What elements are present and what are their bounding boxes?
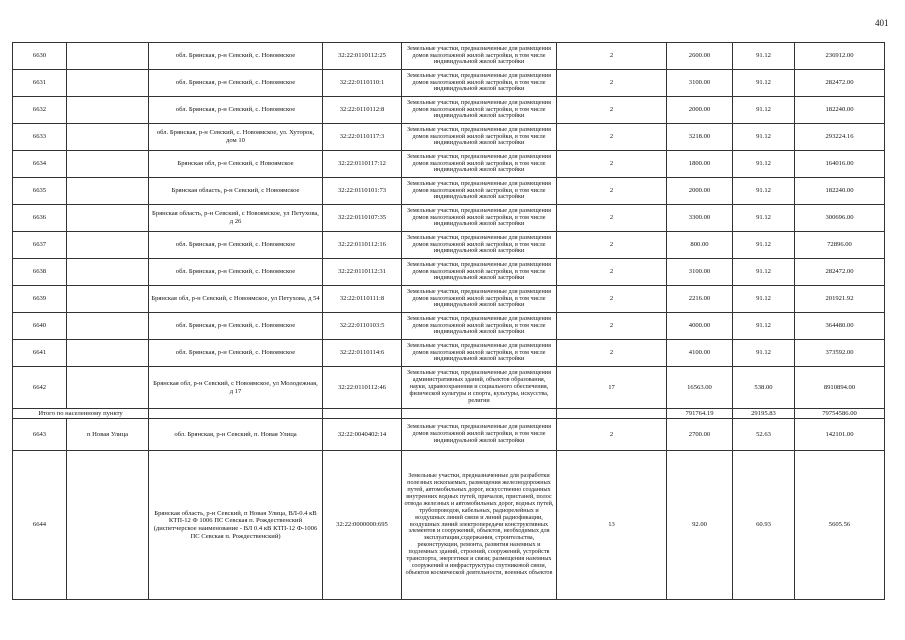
row-category: 13 — [557, 451, 667, 600]
row-rate: 91.12 — [733, 70, 795, 97]
row-land-use: Земельные участки, предназначенные для размещения домов малоэтажной жилой застройки, в том числе индивидуальной жилой застройки — [402, 340, 557, 367]
table-row — [13, 419, 885, 451]
row-address: Брянская область, р-н Севский, п Новая Улица, ВЛ-0.4 кВ КТП-12 Ф 1006 ПС Севская п. Рождественский (диспетчерское наименование - ВЛ 0.4 кВ КТП-12 Ф-1006 ПС Севская п. Рождественский) — [149, 451, 323, 600]
row-address: обл. Брянская, р-н Севский, с. Новоямское — [149, 97, 323, 124]
row-area: 4000.00 — [667, 313, 733, 340]
row-cadastral-number: 32:22:0110107:35 — [323, 205, 402, 232]
row-rate: 60.93 — [733, 451, 795, 600]
row-area: 2000.00 — [667, 97, 733, 124]
row-category: 2 — [557, 286, 667, 313]
row-address: обл. Брянская, р-н Севский, с. Новоямское — [149, 340, 323, 367]
row-address: обл. Брянская, р-н Севский, п. Новая Улица — [149, 419, 323, 451]
row-cadastral-number: 32:22:0110111:8 — [323, 286, 402, 313]
row-number: 6632 — [13, 97, 67, 124]
row-area: 1800.00 — [667, 151, 733, 178]
row-area: 16563.00 — [667, 367, 733, 409]
row-cadastral-number: 32:22:0110101:73 — [323, 178, 402, 205]
row-number: 6633 — [13, 124, 67, 151]
page-number: 401 — [875, 18, 889, 28]
table-row — [13, 259, 885, 286]
row-number: 6640 — [13, 313, 67, 340]
row-area: 3300.00 — [667, 205, 733, 232]
row-land-use: Земельные участки, предназначенные для размещения домов малоэтажной жилой застройки, в том числе индивидуальной жилой застройки — [402, 97, 557, 124]
row-cost: 8910894.00 — [795, 367, 885, 409]
row-area: 2000.00 — [667, 178, 733, 205]
row-gap — [67, 313, 149, 340]
row-area: 3100.00 — [667, 70, 733, 97]
row-rate: 91.12 — [733, 178, 795, 205]
table-row — [13, 340, 885, 367]
row-gap — [67, 97, 149, 124]
row-rate: 538.00 — [733, 367, 795, 409]
row-cadastral-number: 32:22:0000000:695 — [323, 451, 402, 600]
row-land-use: Земельные участки, предназначенные для размещения домов малоэтажной жилой застройки, в том числе индивидуальной жилой застройки — [402, 124, 557, 151]
locality-name: п Новая Улица — [67, 419, 149, 451]
table-row — [13, 70, 885, 97]
row-number: 6639 — [13, 286, 67, 313]
row-rate: 91.12 — [733, 232, 795, 259]
row-area: 4100.00 — [667, 340, 733, 367]
row-cost: 201921.92 — [795, 286, 885, 313]
row-address: Брянская область, р-н Севский, с Новоямское, ул Петухова, д 26 — [149, 205, 323, 232]
subtotal-area: 791764.19 — [667, 409, 733, 419]
row-land-use: Земельные участки, предназначенные для размещения домов малоэтажной жилой застройки, в том числе индивидуальной жилой застройки — [402, 286, 557, 313]
row-land-use: Земельные участки, предназначенные для размещения домов малоэтажной жилой застройки, в том числе индивидуальной жилой застройки — [402, 419, 557, 451]
registry-table — [12, 42, 885, 600]
subtotal-section — [13, 409, 885, 419]
row-rate: 91.12 — [733, 97, 795, 124]
row-land-use: Земельные участки, предназначенные для размещения домов малоэтажной жилой застройки, в том числе индивидуальной жилой застройки — [402, 70, 557, 97]
row-category: 2 — [557, 232, 667, 259]
row-rate: 91.12 — [733, 259, 795, 286]
row-area: 2700.00 — [667, 419, 733, 451]
row-address: Брянская обл, р-н Севский, с Новоямское — [149, 151, 323, 178]
row-land-use: Земельные участки, предназначенные для разработки полезных ископаемых, размещения железнодорожных путей, автомобильных дорог, искусственно созданных внутренних водных путей, причалов, пристаней, полос отвода железных и автомобильных дорог, водных путей, трубопроводов, кабельных, радиорелейных и воздушных линий связи и линий радиофикации, воздушных линий электропередачи конструктивных элементов и сооружений, объектов, необходимых для эксплуатации,содержания, строительства, реконструкции, ремонта, развития наземных и подземных зданий, строений, сооружений, устройств транспорта, энергетики и связи; размещения наземных сооружений и инфраструктуры спутниковой связи, объектов космической деятельности, военных объектов — [402, 451, 557, 600]
row-gap — [67, 43, 149, 70]
row-land-use: Земельные участки, предназначенные для размещения домов малоэтажной жилой застройки, в том числе индивидуальной жилой застройки — [402, 232, 557, 259]
row-cost: 373592.00 — [795, 340, 885, 367]
row-area: 800.00 — [667, 232, 733, 259]
row-area: 2216.00 — [667, 286, 733, 313]
row-area: 3218.00 — [667, 124, 733, 151]
row-area: 92.00 — [667, 451, 733, 600]
table-row — [13, 232, 885, 259]
row-gap — [67, 151, 149, 178]
row-cost: 282472.00 — [795, 70, 885, 97]
row-cadastral-number: 32:22:0110110:1 — [323, 70, 402, 97]
row-number: 6630 — [13, 43, 67, 70]
subtotal-empty — [402, 409, 557, 419]
row-cost: 282472.00 — [795, 259, 885, 286]
rows-before — [13, 43, 885, 409]
row-category: 2 — [557, 124, 667, 151]
row-gap — [67, 451, 149, 600]
row-gap — [67, 286, 149, 313]
row-number: 6642 — [13, 367, 67, 409]
row-rate: 91.12 — [733, 43, 795, 70]
subtotal-empty — [149, 409, 323, 419]
row-address: Брянская область, р-н Севский, с Новоямское — [149, 178, 323, 205]
row-cost: 293224.16 — [795, 124, 885, 151]
row-rate: 91.12 — [733, 205, 795, 232]
row-gap — [67, 178, 149, 205]
row-category: 2 — [557, 178, 667, 205]
row-cadastral-number: 32:22:0110112:8 — [323, 97, 402, 124]
subtotal-empty — [323, 409, 402, 419]
row-address: Брянская обл, р-н Севский, с Новоямское, ул Молодежная, д 17 — [149, 367, 323, 409]
row-address: обл. Брянская, р-н Севский, с. Новоямское — [149, 232, 323, 259]
row-address: обл. Брянская, р-н Севский, с. Новоямское, ул. Хуторок, дом 10 — [149, 124, 323, 151]
row-cost: 142101.00 — [795, 419, 885, 451]
row-category: 2 — [557, 43, 667, 70]
table-row — [13, 178, 885, 205]
row-gap — [67, 124, 149, 151]
row-cadastral-number: 32:22:0040402:14 — [323, 419, 402, 451]
row-cadastral-number: 32:22:0110103:5 — [323, 313, 402, 340]
subtotal-cost: 79754586.00 — [795, 409, 885, 419]
row-rate: 91.12 — [733, 286, 795, 313]
row-rate: 91.12 — [733, 340, 795, 367]
row-land-use: Земельные участки, предназначенные для размещения домов малоэтажной жилой застройки, в том числе индивидуальной жилой застройки — [402, 313, 557, 340]
row-gap — [67, 367, 149, 409]
table-row — [13, 367, 885, 409]
table-row — [13, 124, 885, 151]
row-gap — [67, 340, 149, 367]
row-gap — [67, 259, 149, 286]
row-address: обл. Брянская, р-н Севский, с. Новоямское — [149, 313, 323, 340]
row-rate: 52.63 — [733, 419, 795, 451]
subtotal-row — [13, 409, 885, 419]
table-row — [13, 151, 885, 178]
row-rate: 91.12 — [733, 124, 795, 151]
row-category: 2 — [557, 70, 667, 97]
row-land-use: Земельные участки, предназначенные для размещения домов малоэтажной жилой застройки, в том числе индивидуальной жилой застройки — [402, 205, 557, 232]
row-cadastral-number: 32:22:0110114:6 — [323, 340, 402, 367]
table-row — [13, 43, 885, 70]
row-cost: 236912.00 — [795, 43, 885, 70]
row-land-use: Земельные участки, предназначенные для размещения домов малоэтажной жилой застройки, в том числе индивидуальной жилой застройки — [402, 259, 557, 286]
row-number: 6638 — [13, 259, 67, 286]
row-number: 6644 — [13, 451, 67, 600]
row-cost: 164016.00 — [795, 151, 885, 178]
row-category: 2 — [557, 151, 667, 178]
row-category: 2 — [557, 205, 667, 232]
subtotal-label: Итого по населенному пункту — [13, 409, 149, 419]
table-row — [13, 451, 885, 600]
row-category: 2 — [557, 97, 667, 124]
subtotal-rate: 29195.83 — [733, 409, 795, 419]
row-cadastral-number: 32:22:0110112:16 — [323, 232, 402, 259]
row-number: 6631 — [13, 70, 67, 97]
row-cost: 300696.00 — [795, 205, 885, 232]
row-number: 6636 — [13, 205, 67, 232]
row-number: 6641 — [13, 340, 67, 367]
row-number: 6637 — [13, 232, 67, 259]
row-land-use: Земельные участки, предназначенные для размещения домов малоэтажной жилой застройки, в том числе индивидуальной жилой застройки — [402, 43, 557, 70]
row-rate: 91.12 — [733, 313, 795, 340]
row-category: 2 — [557, 340, 667, 367]
table-row — [13, 286, 885, 313]
row-number: 6643 — [13, 419, 67, 451]
row-address: Брянская обл, р-н Севский, с Новоямское, ул Петухова, д 54 — [149, 286, 323, 313]
row-cadastral-number: 32:22:0110117:3 — [323, 124, 402, 151]
row-cadastral-number: 32:22:0110112:46 — [323, 367, 402, 409]
row-cost: 72896.00 — [795, 232, 885, 259]
row-cost: 364480.00 — [795, 313, 885, 340]
row-number: 6635 — [13, 178, 67, 205]
row-cadastral-number: 32:22:0110112:31 — [323, 259, 402, 286]
row-land-use: Земельные участки, предназначенные для размещения административных зданий, объектов образования, науки, здравоохранения и социального обеспечения, физической культуры и спорта, культуры, искусства, религии — [402, 367, 557, 409]
row-rate: 91.12 — [733, 151, 795, 178]
row-address: обл. Брянская, р-н Севский, с. Новоямское — [149, 43, 323, 70]
row-cost: 5605.56 — [795, 451, 885, 600]
row-cadastral-number: 32:22:0110117:12 — [323, 151, 402, 178]
row-area: 3100.00 — [667, 259, 733, 286]
row-land-use: Земельные участки, предназначенные для размещения домов малоэтажной жилой застройки, в том числе индивидуальной жилой застройки — [402, 151, 557, 178]
subtotal-empty — [557, 409, 667, 419]
rows-after — [13, 419, 885, 600]
row-number: 6634 — [13, 151, 67, 178]
row-gap — [67, 70, 149, 97]
table-row — [13, 97, 885, 124]
row-cadastral-number: 32:22:0110112:25 — [323, 43, 402, 70]
row-cost: 182240.00 — [795, 178, 885, 205]
row-gap — [67, 232, 149, 259]
table-row — [13, 313, 885, 340]
row-category: 2 — [557, 313, 667, 340]
row-address: обл. Брянская, р-н Севский, с. Новоямское — [149, 259, 323, 286]
row-gap — [67, 205, 149, 232]
row-category: 2 — [557, 419, 667, 451]
row-area: 2600.00 — [667, 43, 733, 70]
row-address: обл. Брянская, р-н Севский, с. Новоямское — [149, 70, 323, 97]
row-category: 17 — [557, 367, 667, 409]
row-land-use: Земельные участки, предназначенные для размещения домов малоэтажной жилой застройки, в том числе индивидуальной жилой застройки — [402, 178, 557, 205]
table-row — [13, 205, 885, 232]
row-cost: 182240.00 — [795, 97, 885, 124]
row-category: 2 — [557, 259, 667, 286]
